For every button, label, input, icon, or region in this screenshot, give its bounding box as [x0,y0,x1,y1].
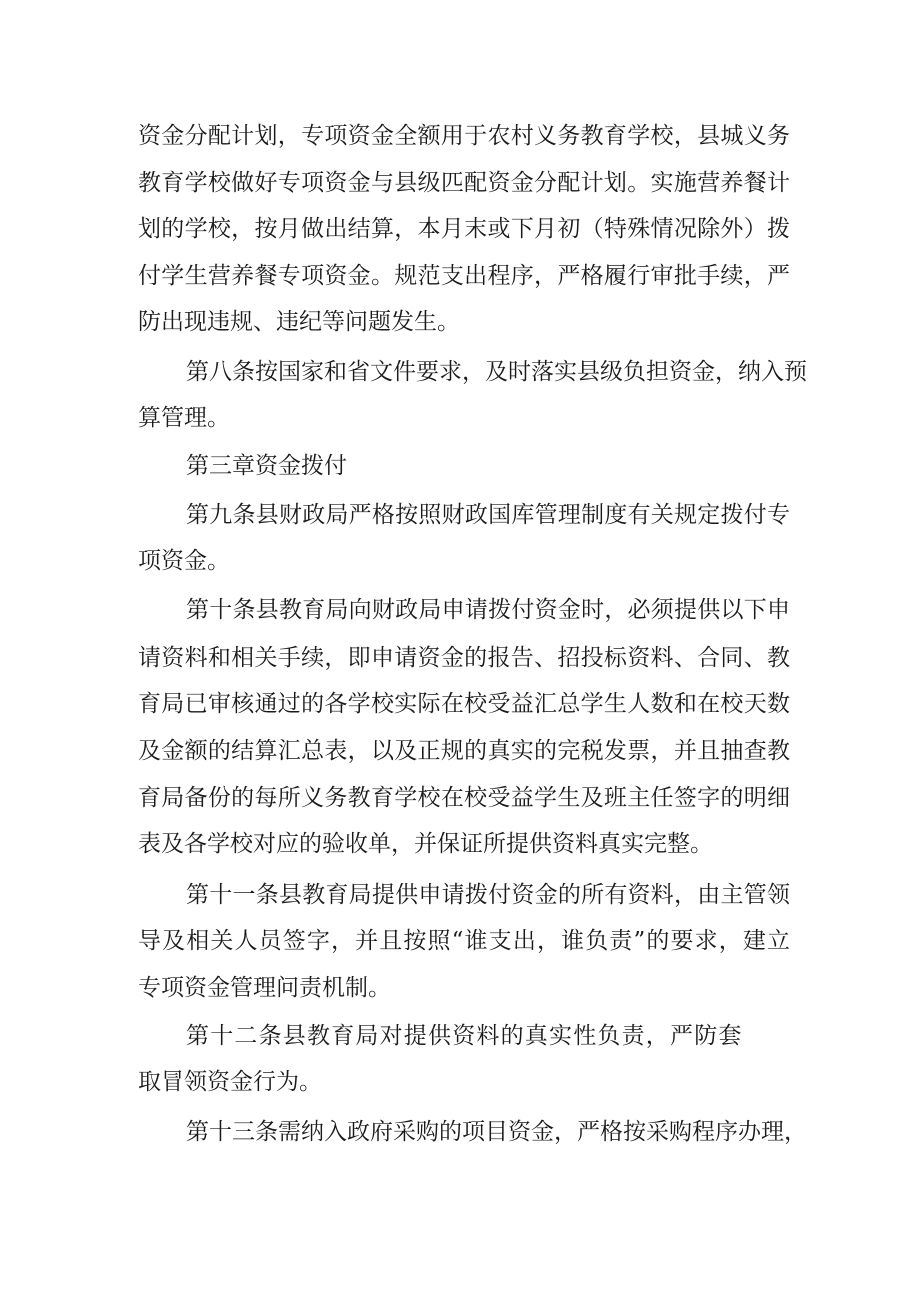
article-10-line: 第十条县教育局向财政局申请拨付资金时，必须提供以下申 [186,597,790,623]
body-line: 育局已审核通过的各学校实际在校受益汇总学生人数和在校天数 [138,691,790,717]
article-11-line: 第十一条县教育局提供申请拨付资金的所有资料，由主管领 [186,882,790,908]
article-8-line: 第八条按国家和省文件要求，及时落实县级负担资金，纳入预 [186,359,807,385]
body-line: 划的学校，按月做出结算，本月末或下月初（特殊情况除外）拨 [138,216,790,242]
article-9-line: 第九条县财政局严格按照财政国库管理制度有关规定拨付专 [186,502,790,528]
body-line: 专项资金管理问责机制。 [138,975,391,1001]
body-line: 资金分配计划，专项资金全额用于农村义务教育学校，县城义务 [138,123,790,149]
body-line: 及金额的结算汇总表，以及正规的真实的完税发票，并且抽查教 [138,738,790,764]
body-line: 教育学校做好专项资金与县级匹配资金分配计划。实施营养餐计 [138,170,790,196]
body-line: 导及相关人员签字，并且按照“谁支出，谁负责”的要求，建立 [138,928,790,954]
body-line: 取冒领资金行为。 [138,1069,322,1095]
body-line: 育局备份的每所义务教育学校在校受益学生及班主任签字的明细 [138,785,790,811]
article-12-line: 第十二条县教育局对提供资料的真实性负责，严防套 [186,1023,743,1049]
article-13-line: 第十三条需纳入政府采购的项目资金，严格按采购程序办理， [186,1119,807,1145]
body-line: 算管理。 [138,405,230,431]
body-line: 防出现违规、违纪等问题发生。 [138,309,460,335]
body-line: 表及各学校对应的验收单，并保证所提供资料真实完整。 [138,831,713,857]
body-line: 付学生营养餐专项资金。规范支出程序，严格履行审批手续，严 [138,263,790,289]
body-line: 项资金。 [138,548,230,574]
chapter-heading: 第三章资金拨付 [186,453,347,479]
body-line: 请资料和相关手续，即申请资金的报告、招投标资料、合同、教 [138,645,790,671]
